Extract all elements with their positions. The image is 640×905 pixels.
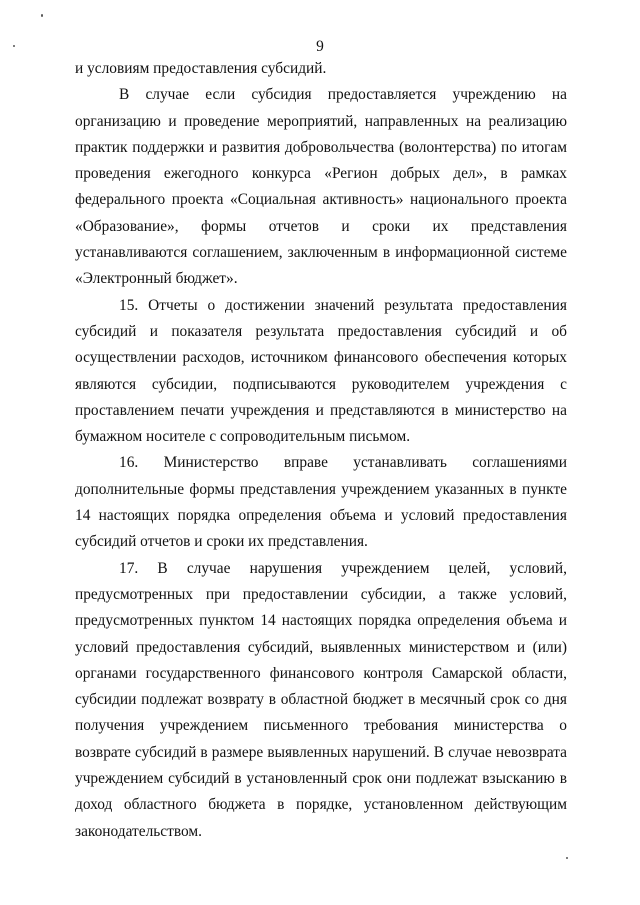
- scan-speck: [566, 857, 568, 859]
- paragraph-continuation: и условиям предоставления субсидий.: [75, 60, 327, 77]
- paragraph-electronic-budget: В случае если субсидия предоставляется учреждению на организацию и проведение мероприятий, направленных на реализацию практик поддержки и развития добровольчества (волонтерства) по итогам проведения ежегодного конкурса «Регион добрых дел», в рамках федерального проекта «Социальная активность» национального проекта «Образование», формы отчетов и сроки их представления устанавливаются соглашением, заключенным в информационной системе «Электронный бюджет».: [75, 86, 567, 288]
- paragraph-15: 15. Отчеты о достижении значений результата предоставления субсидий и показателя результата предоставления субсидий и об осуществлении расходов, источником финансового обеспечения которых являются субсидии, подписываются руководителем учреждения с проставлением печати учреждения и представляются в министерство на бумажном носителе с сопроводительным письмом.: [75, 296, 567, 446]
- page-number: 9: [316, 38, 324, 55]
- scan-speck: [41, 14, 43, 17]
- paragraph-17: 17. В случае нарушения учреждением целей, условий, предусмотренных при предоставлении субсидии, а также условий, предусмотренных пунктом 14 настоящих порядка определения объема и условий предоставления субсидий, выявленных министерством и (или) органами государственного финансового контроля Самарской области, субсидии подлежат возврату в областной бюджет в месячный срок со дня получения учреждением письменного требования министерства о возврате субсидий в размере выявленных нарушений. В случае невозврата учреждением субсидий в установленный срок они подлежат взысканию в доход областного бюджета в порядке, установленном действующим законодательством.: [75, 559, 567, 840]
- paragraph-16: 16. Министерство вправе устанавливать соглашениями дополнительные формы представления учреждением указанных в пункте 14 настоящих порядка определения объема и условий предоставления субсидий отчетов и сроки их представления.: [75, 454, 567, 551]
- document-body: [75, 56, 567, 845]
